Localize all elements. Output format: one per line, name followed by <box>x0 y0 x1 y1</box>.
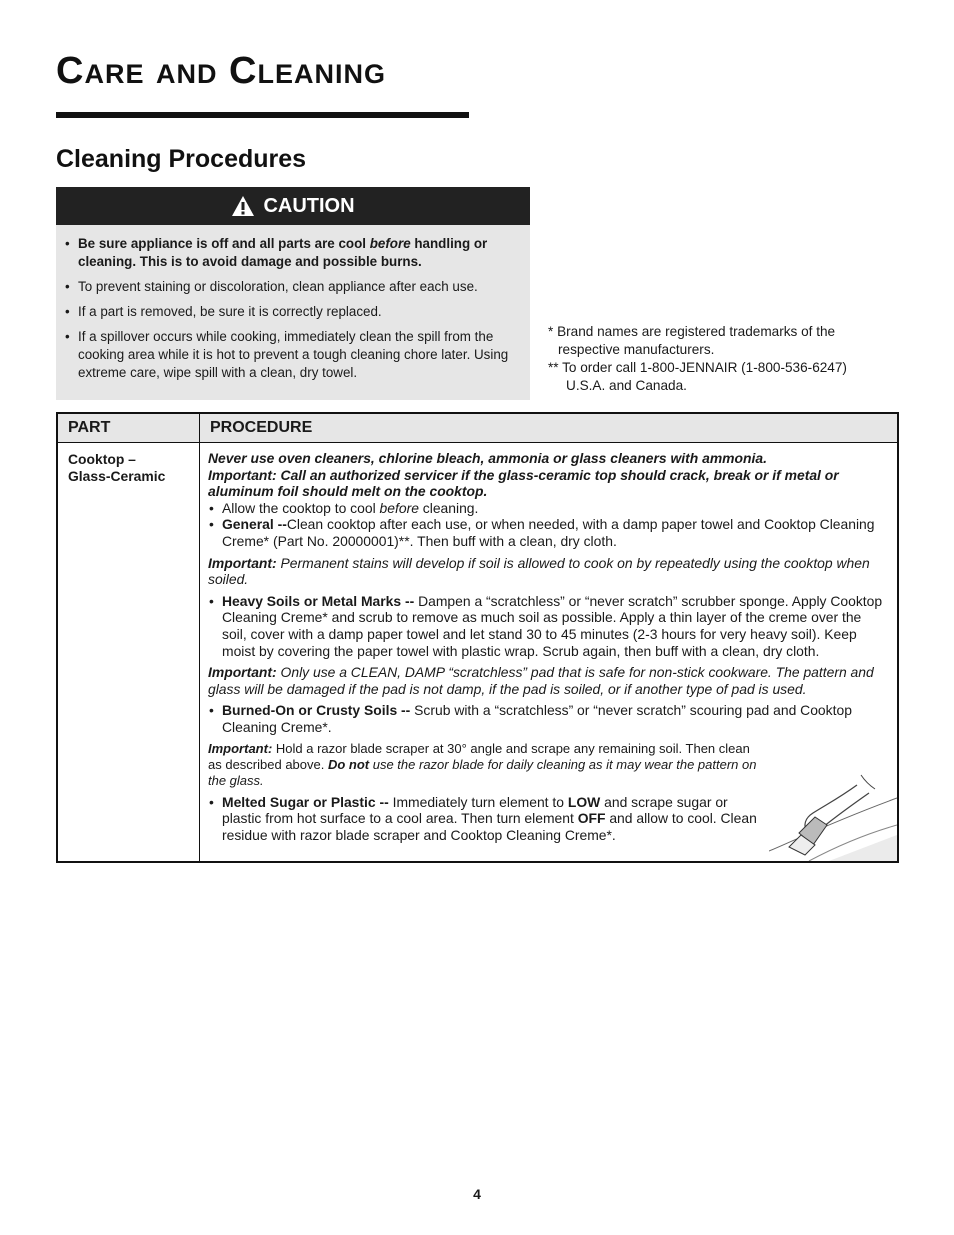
caution-header <box>56 187 530 225</box>
part-column-header: PART <box>57 413 200 443</box>
table-header-row <box>57 413 898 443</box>
razor-scraper-illustration <box>769 763 897 861</box>
procedure-step: • Burned-On or Crusty Soils -- Scrub with a “scratchless” or “never scratch” scouring pad and Cooktop Cleaning Creme*. <box>208 702 888 735</box>
caution-item: • Be sure appliance is off and all parts are cool before handling or cleaning. This is to avoid damage and possible burns. <box>65 235 520 271</box>
caution-item: • To prevent staining or discoloration, clean appliance after each use. <box>65 278 520 296</box>
procedure-step: • General --Clean cooktop after each use, or when needed, with a damp paper towel and Cooktop Cleaning Creme* (Part No. 20000001)**. Then buff with a clean, dry cloth. <box>208 516 888 549</box>
section-title: Cleaning Procedures <box>56 145 307 173</box>
warning-text: Never use oven cleaners, chlorine bleach, ammonia or glass cleaners with ammonia. <box>208 450 767 466</box>
procedure-list <box>208 702 888 735</box>
important-note: Important: Hold a razor blade scraper at 30° angle and scrape any remaining soil. Then clean as described above. Do not use the razor blade for daily cleaning as it may wear the pattern on the glass. <box>208 740 757 788</box>
procedure-list <box>208 593 888 659</box>
caution-label: CAUTION <box>263 194 355 217</box>
warning-text: Important: Call an authorized servicer if the glass-ceramic top should crack, break or if metal or aluminum foil should melt on the cooktop. <box>208 466 839 500</box>
table-row <box>57 443 898 863</box>
procedure-column-header: PROCEDURE <box>200 413 899 443</box>
caution-box <box>56 187 530 400</box>
caution-item: • If a part is removed, be sure it is correctly replaced. <box>65 303 520 321</box>
procedure-step: • Melted Sugar or Plastic -- Immediately turn element to LOW and scrape sugar or plastic from hot surface to a cool area. Then turn element OFF and allow to cool. Clean residue with razor blade scraper and Cooktop Cleaning Creme*. <box>208 794 763 844</box>
procedure-list <box>208 794 763 844</box>
footnote-line: ** To order call 1-800-JENNAIR (1-800-536-6247) <box>548 360 847 375</box>
page-number: 4 <box>473 1186 481 1202</box>
title-rule <box>56 112 469 118</box>
part-name-line: Cooktop – <box>68 451 136 467</box>
procedure-step: • Allow the cooktop to cool before cleaning. <box>208 500 888 517</box>
procedure-step: • Heavy Soils or Metal Marks -- Dampen a “scratchless” or “never scratch” scrubber sponge. Apply Cooktop Cleaning Creme* and scrub to remove as much soil as possible. Apply a thin layer of the creme over the soil, cover with a damp paper towel and let stand 30 to 45 minutes (2-3 hours for very heavy soil). Keep moist by covering the paper towel with plastic wrap. Scrub again, then buff with a clean, dry cloth. <box>208 593 888 659</box>
procedure-cell <box>200 443 899 863</box>
caution-item: • If a spillover occurs while cooking, immediately clean the spill from the cooking area while it is hot to prevent a tough cleaning chore later. Using extreme care, wipe spill with a clean, dry towel. <box>65 328 520 382</box>
part-name-line: Glass-Ceramic <box>68 467 166 484</box>
footnote-line: respective manufacturers. <box>558 342 715 357</box>
footnotes <box>548 323 847 395</box>
footnote-line: * Brand names are registered trademarks of the <box>548 324 836 339</box>
warning-icon <box>231 195 255 217</box>
important-note: Important: Permanent stains will develop if soil is allowed to cook on by repeatedly using the cooktop when soiled. <box>208 554 870 588</box>
caution-list <box>56 225 530 382</box>
page-title: Care and Cleaning <box>56 50 387 92</box>
important-note: Important: Only use a CLEAN, DAMP “scratchless” pad that is safe for non-stick cookware. The pattern and glass will be damaged if the pad is not damp, if the pad is soiled, or if another type of pad is used. <box>208 664 874 697</box>
procedure-table <box>56 412 899 863</box>
procedure-list <box>208 500 888 550</box>
part-cell <box>57 443 200 863</box>
footnote-line: U.S.A. and Canada. <box>566 378 687 393</box>
